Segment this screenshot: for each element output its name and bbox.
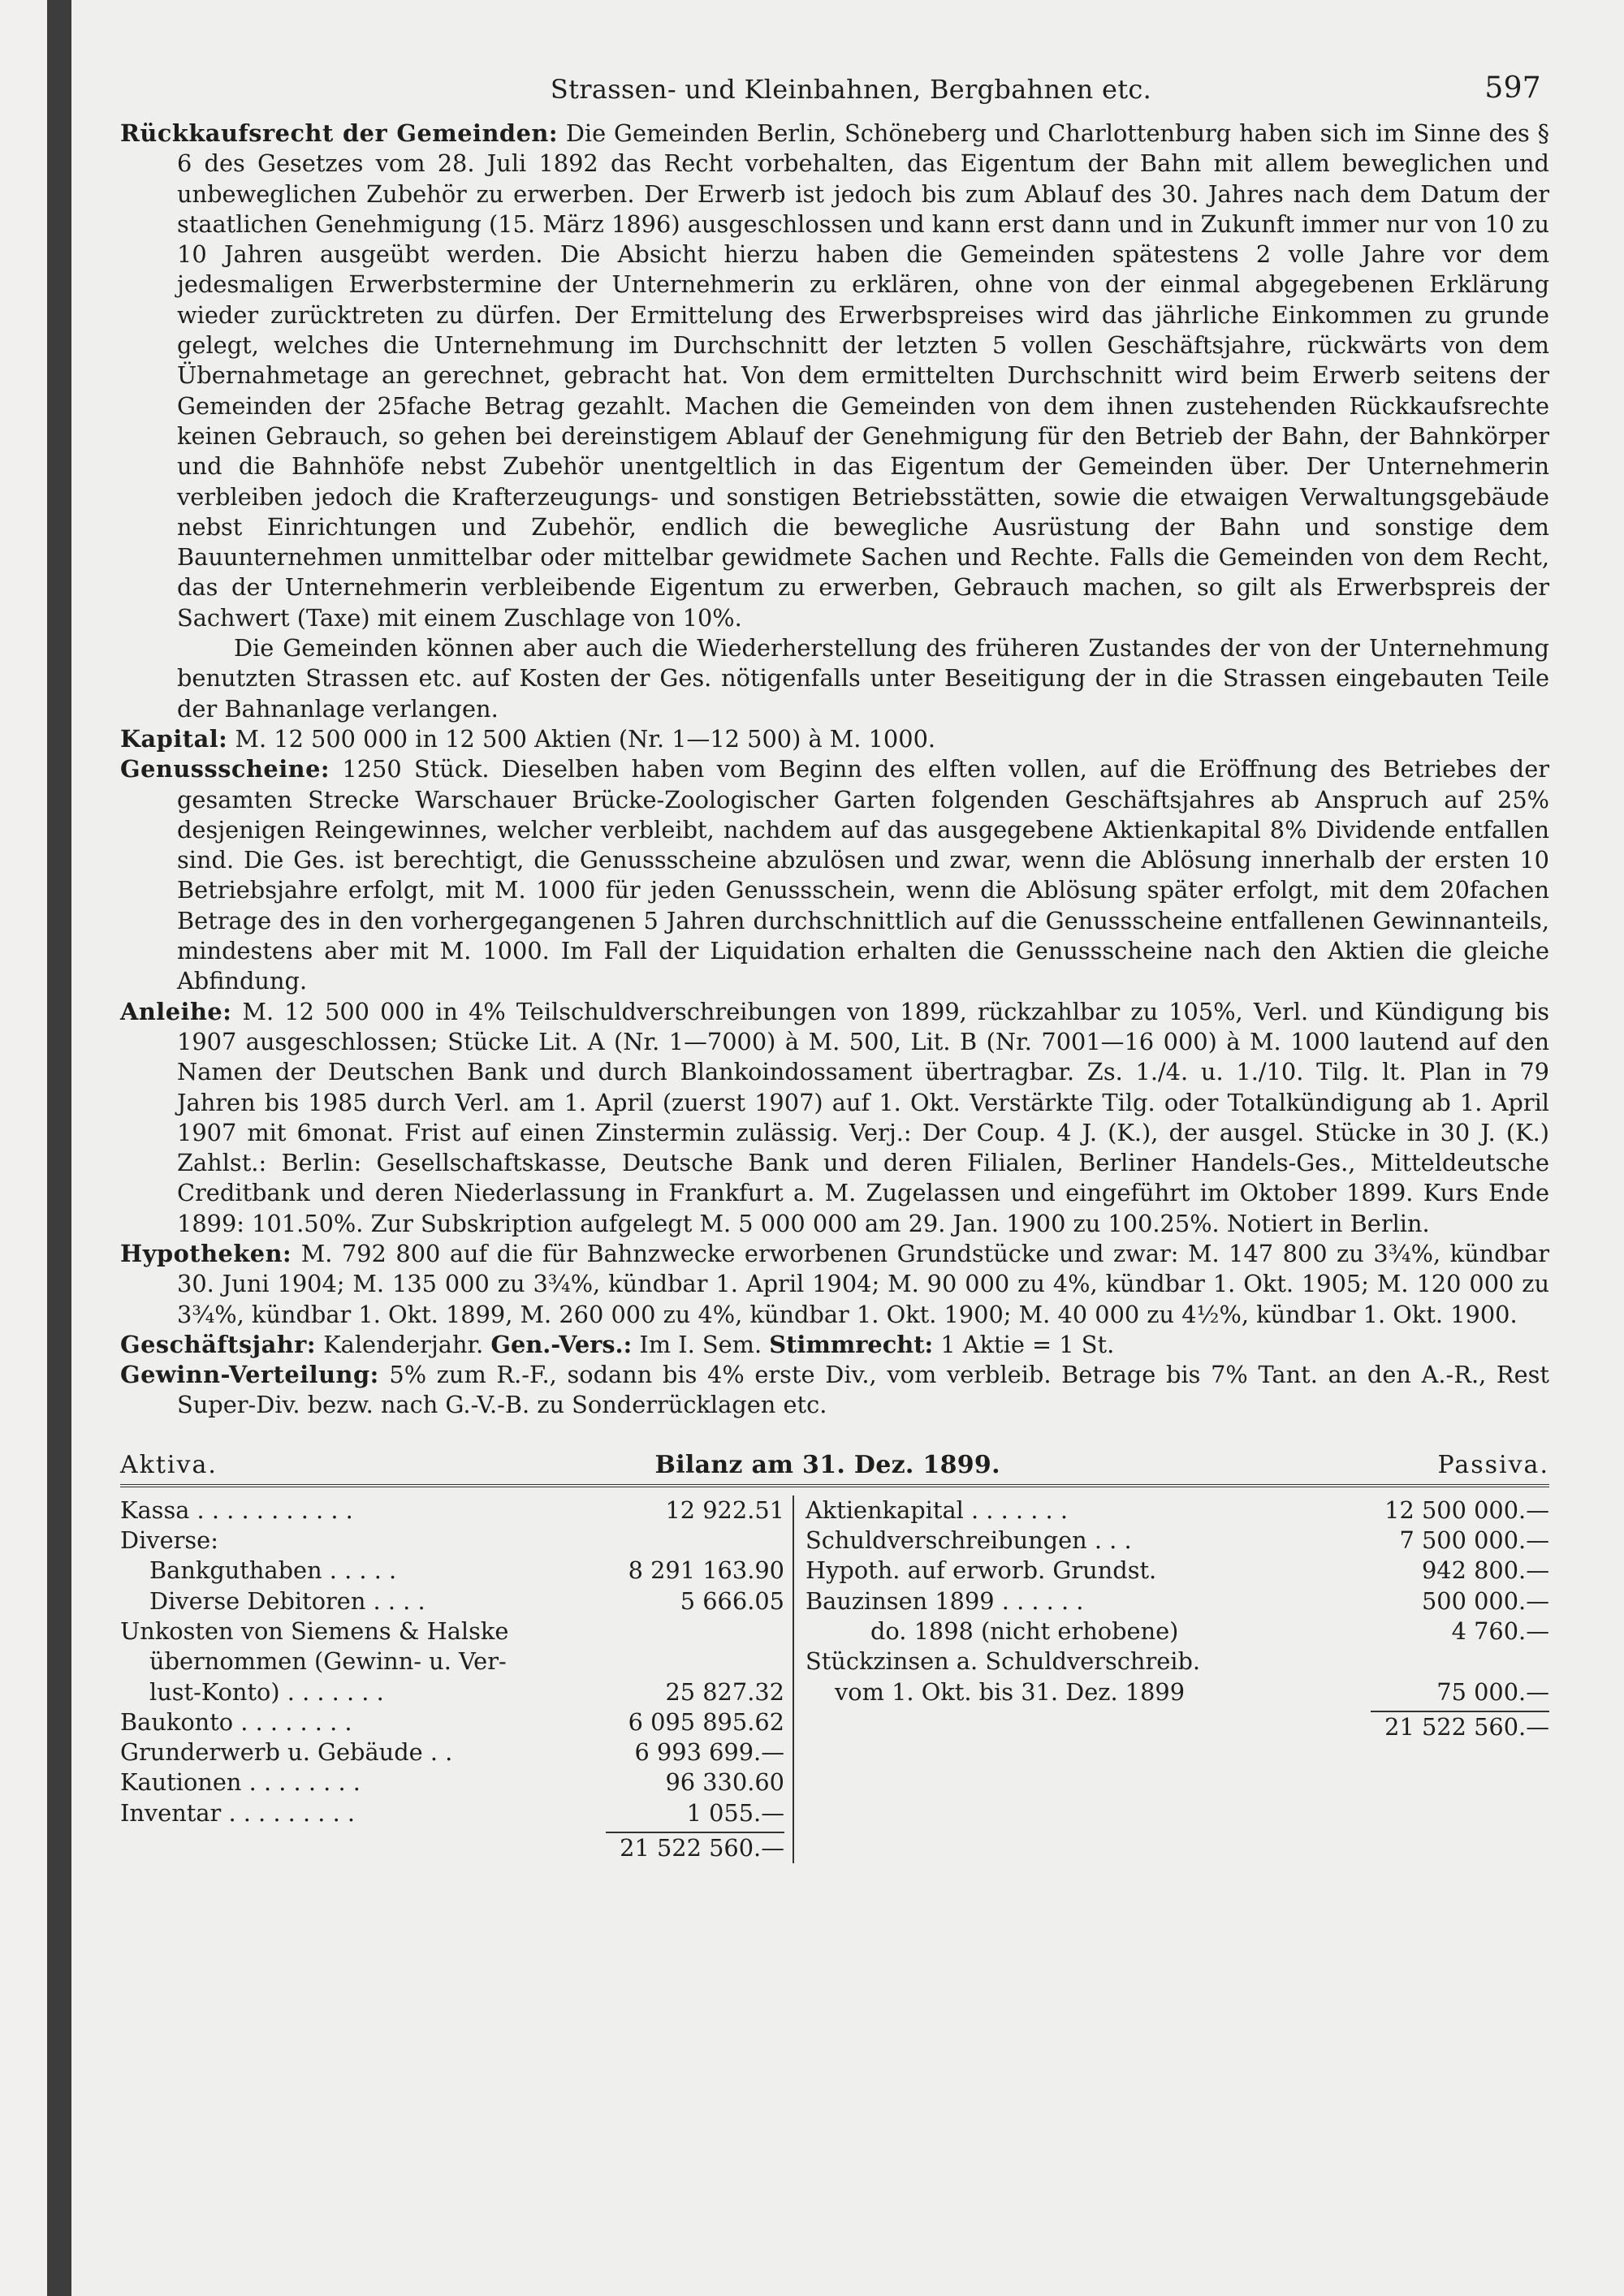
section-text: Die Gemeinden können aber auch die Wiederherstellung des früheren Zustandes der von der Unternehmung benutzten Strassen etc. auf Kosten der Ges. nötigenfalls unter Beseitigung der in die Strassen eingebauten Teile der Bahnanlage verlangen. xyxy=(177,634,1549,723)
section-label: Hypotheken: xyxy=(120,1239,292,1267)
section-paragraph xyxy=(120,754,1549,996)
book-spine-shadow xyxy=(47,0,71,2296)
passiva-row-label: Bauzinsen 1899 . . . . . . xyxy=(806,1586,1084,1615)
aktiva-row-amount xyxy=(606,1616,784,1646)
aktiva-row xyxy=(120,1586,784,1616)
section-paragraph xyxy=(120,1239,1549,1330)
aktiva-row-amount: 25 827.32 xyxy=(665,1677,784,1706)
gewinn-text: 5% zum R.-F., sodann bis 4% erste Div., vom verbleib. Betrage bis 7% Tant. an den A.-R., Rest Super-Div. bezw. nach G.-V.-B. zu Sonderrücklagen etc. xyxy=(177,1361,1550,1419)
section-label: Genussscheine: xyxy=(120,755,330,783)
header-title: Strassen- und Kleinbahnen, Bergbahnen etc. xyxy=(550,74,1152,105)
passiva-row-label: Hypoth. auf erworb. Grundst. xyxy=(806,1556,1157,1585)
aktiva-row xyxy=(120,1556,784,1586)
section-text: M. 12 500 000 in 12 500 Aktien (Nr. 1—12 500) à M. 1000. xyxy=(235,724,936,753)
aktiva-row xyxy=(120,1767,784,1798)
section-label: Kapital: xyxy=(120,724,228,753)
aktiva-row-amount: 6 095 895.62 xyxy=(628,1707,784,1736)
aktiva-label: Aktiva. xyxy=(120,1450,218,1479)
aktiva-row-label: übernommen (Gewinn- u. Ver- xyxy=(149,1647,507,1676)
aktiva-row-amount xyxy=(606,1646,784,1677)
passiva-row-amount: 75 000.— xyxy=(1436,1677,1549,1706)
passiva-row-amount: 12 500 000.— xyxy=(1384,1495,1549,1524)
stimmrecht-label: Stimmrecht: xyxy=(769,1330,934,1358)
aktiva-row-amount: 5 666.05 xyxy=(680,1586,784,1615)
passiva-row xyxy=(806,1526,1549,1556)
passiva-row-amount: 500 000.— xyxy=(1421,1586,1549,1615)
passiva-total-row xyxy=(806,1707,1549,1742)
aktiva-row xyxy=(120,1646,784,1677)
aktiva-row xyxy=(120,1737,784,1767)
aktiva-row-label: lust-Konto) . . . . . . . xyxy=(149,1677,384,1706)
aktiva-row-label: Diverse: xyxy=(120,1526,218,1555)
passiva-row-label: Aktienkapital . . . . . . . xyxy=(806,1495,1068,1524)
balance-header xyxy=(120,1450,1549,1487)
section-text: M. 792 800 auf die für Bahnzwecke erworbenen Grundstücke und zwar: M. 147 800 zu 3¾%, kündbar 30. Juni 1904; M. 135 000 zu 3¾%, kündbar 1. April 1904; M. 90 000 zu 4%, kündbar 1. Okt. 1905; M. 120 000 zu 3¾%, kündbar 1. Okt. 1899, M. 260 000 zu 4%, kündbar 1. Okt. 1900; M. 40 000 zu 4½%, kündbar 1. Okt. 1900. xyxy=(177,1239,1549,1328)
section-paragraph xyxy=(120,997,1549,1239)
section-text: M. 12 500 000 in 4% Teilschuldverschreibungen von 1899, rückzahlbar zu 105%, Verl. und Kündigung bis 1907 ausgeschlossen; Stücke Lit. A (Nr. 1—7000) à M. 500, Lit. B (Nr. 7001—16 000) à M. 1000 lautend auf den Namen der Deutschen Bank und durch Blankoindossament übertragbar. Zs. 1./4. u. 1./10. Tilg. lt. Plan in 79 Jahren bis 1985 durch Verl. am 1. April (zuerst 1907) auf 1. Okt. Verstärkte Tilg. oder Totalkündigung ab 1. April 1907 mit 6monat. Frist auf einen Zinstermin zulässig. Verj.: Der Coup. 4 J. (K.), der ausgel. Stücke in 30 J. (K.) Zahlst.: Berlin: Gesellschaftskasse, Deutsche Bank und deren Filialen, Berliner Handels-Ges., Mitteldeutsche Creditbank und deren Niederlassung in Frankfurt a. M. Zugelassen und eingeführt im Oktober 1899. Kurs Ende 1899: 101.50%. Zur Subskription aufgelegt M. 5 000 000 am 29. Jan. 1900 zu 100.25%. Notiert in Berlin. xyxy=(177,997,1550,1237)
aktiva-row xyxy=(120,1526,784,1556)
passiva-row-label: do. 1898 (nicht erhobene) xyxy=(870,1616,1179,1645)
aktiva-row-label: Kassa . . . . . . . . . . . xyxy=(120,1495,353,1524)
passiva-row xyxy=(806,1586,1549,1616)
aktiva-row-label: Bankguthaben . . . . . xyxy=(149,1556,397,1585)
aktiva-total: 21 522 560.— xyxy=(606,1832,784,1863)
passiva-row-label: vom 1. Okt. bis 31. Dez. 1899 xyxy=(835,1677,1186,1706)
passiva-row xyxy=(806,1646,1549,1677)
aktiva-total-row xyxy=(120,1828,784,1863)
running-header xyxy=(120,71,1549,119)
aktiva-row-label: Kautionen . . . . . . . . xyxy=(120,1768,361,1797)
section-text: 1250 Stück. Dieselben haben vom Beginn des elften vollen, auf die Eröffnung des Betriebes der gesamten Strecke Warschauer Brücke-Zoologischer Garten folgenden Geschäftsjahres ab Anspruch auf 25% desjenigen Reingewinnes, welcher verbleibt, nachdem auf das ausgegebene Aktienkapital 8% Dividende entfallen sind. Die Ges. ist berechtigt, die Genussscheine abzulösen und zwar, wenn die Ablösung innerhalb der ersten 10 Betriebsjahre erfolgt, mit M. 1000 für jeden Genussschein, wenn die Ablösung später erfolgt, mit dem 20fachen Betrage des in den vorhergegangenen 5 Jahren durchschnittlich auf die Genussscheine entfallenen Gewinnanteils, mindestens aber mit M. 1000. Im Fall der Liquidation erhalten die Genussscheine nach den Aktien die gleiche Abfindung. xyxy=(177,755,1549,995)
stimmrecht-text: 1 Aktie = 1 St. xyxy=(940,1330,1115,1358)
geschaeftsjahr-label: Geschäftsjahr: xyxy=(120,1330,316,1358)
section-label: Rückkaufsrecht der Gemeinden: xyxy=(120,119,558,147)
passiva-row-amount: 4 760.— xyxy=(1451,1616,1549,1645)
aktiva-row xyxy=(120,1677,784,1707)
gen-vers-text: Im I. Sem. xyxy=(639,1330,762,1358)
passiva-row xyxy=(806,1677,1549,1707)
section-gewinn-verteilung xyxy=(120,1360,1549,1421)
page-number: 597 xyxy=(1484,71,1541,105)
aktiva-row xyxy=(120,1798,784,1828)
balance-columns xyxy=(120,1495,1549,1864)
balance-sheet xyxy=(120,1450,1549,1864)
aktiva-row-label: Grunderwerb u. Gebäude . . xyxy=(120,1738,453,1767)
aktiva-row-label: Diverse Debitoren . . . . xyxy=(149,1586,425,1615)
passiva-label: Passiva. xyxy=(1437,1450,1549,1479)
aktiva-row xyxy=(120,1707,784,1737)
section-text: Die Gemeinden Berlin, Schöneberg und Charlottenburg haben sich im Sinne des § 6 des Gesetzes vom 28. Juli 1892 das Recht vorbehalten, das Eigentum der Bahn mit allem beweglichen und unbeweglichen Zubehör zu erwerben. Der Erwerb ist jedoch bis zum Ablauf des 30. Jahres nach dem Datum der staatlichen Genehmigung (15. März 1896) ausgeschlossen und kann erst dann und in Zukunft immer nur von 10 zu 10 Jahren ausgeübt werden. Die Absicht hierzu haben die Gemeinden spätestens 2 volle Jahre vor dem jedesmaligen Erwerbstermine der Unternehmerin zu erklären, ohne von der einmal abgegebenen Erklärung wieder zurücktreten zu dürfen. Der Ermittelung des Erwerbspreises wird das jährliche Einkommen zu grunde gelegt, welches die Unternehmung im Durchschnitt der letzten 5 vollen Geschäftsjahre, rückwärts von dem Übernahmetage an gerechnet, gebracht hat. Von dem ermittelten Durchschnitt wird beim Erwerb seitens der Gemeinden der 25fache Betrag gezahlt. Machen die Gemeinden von dem ihnen zustehenden Rückkaufsrechte keinen Gebrauch, so gehen bei dereinstigem Ablauf der Genehmigung für den Betrieb der Bahn, der Bahnkörper und die Bahnhöfe nebst Zubehör unentgeltlich in das Eigentum der Gemeinden über. Der Unternehmerin verbleiben jedoch die Krafterzeugungs- und sonstigen Betriebsstätten, sowie die etwaigen Verwaltungsgebäude nebst Einrichtungen und Zubehör, endlich die bewegliche Ausrüstung der Bahn und sonstige dem Bauunternehmen unmittelbar oder mittelbar gewidmete Sachen und Rechte. Falls die Gemeinden von dem Recht, das der Unternehmerin verbleibende Eigentum zu erwerben, Gebrauch machen, so gilt als Erwerbspreis der Sachwert (Taxe) mit einem Zuschlage von 10%. xyxy=(177,119,1549,632)
aktiva-row-amount: 96 330.60 xyxy=(665,1768,784,1797)
section-label: Anleihe: xyxy=(120,997,232,1025)
passiva-row xyxy=(806,1616,1549,1646)
passiva-row-amount: 7 500 000.— xyxy=(1399,1526,1549,1555)
passiva-column xyxy=(794,1495,1549,1864)
section-paragraph xyxy=(120,633,1549,724)
aktiva-row-amount: 6 993 699.— xyxy=(634,1738,784,1767)
aktiva-row-amount xyxy=(606,1526,784,1556)
section-geschaeftsjahr xyxy=(120,1330,1549,1360)
aktiva-column xyxy=(120,1495,794,1864)
page-content xyxy=(120,71,1550,1863)
section-paragraph xyxy=(120,724,1549,754)
aktiva-row-label: Unkosten von Siemens & Halske xyxy=(120,1616,509,1645)
aktiva-row-label: Inventar . . . . . . . . . xyxy=(120,1798,356,1827)
company-sections xyxy=(120,119,1549,1330)
passiva-row xyxy=(806,1556,1549,1586)
aktiva-row-label: Baukonto . . . . . . . . xyxy=(120,1707,352,1736)
adjacent-page-edge xyxy=(0,0,47,2296)
aktiva-row-amount: 1 055.— xyxy=(686,1798,784,1827)
passiva-row-label: Schuldverschreibungen . . . xyxy=(806,1526,1132,1555)
balance-title: Bilanz am 31. Dez. 1899. xyxy=(654,1450,1000,1479)
aktiva-row xyxy=(120,1616,784,1646)
gewinn-label: Gewinn-Verteilung: xyxy=(120,1361,379,1389)
gen-vers-label: Gen.-Vers.: xyxy=(490,1330,633,1358)
passiva-row xyxy=(806,1495,1549,1526)
passiva-row-amount: 942 800.— xyxy=(1421,1556,1549,1585)
aktiva-row-amount: 8 291 163.90 xyxy=(628,1556,784,1585)
aktiva-row xyxy=(120,1495,784,1526)
passiva-row-label: Stückzinsen a. Schuldverschreib. xyxy=(806,1647,1201,1676)
geschaeftsjahr-text: Kalenderjahr. xyxy=(323,1330,484,1358)
passiva-row-amount xyxy=(1371,1646,1549,1677)
aktiva-row-amount: 12 922.51 xyxy=(665,1495,784,1524)
passiva-total: 21 522 560.— xyxy=(1371,1711,1549,1742)
book-page xyxy=(71,0,1624,2296)
section-paragraph xyxy=(120,119,1549,633)
